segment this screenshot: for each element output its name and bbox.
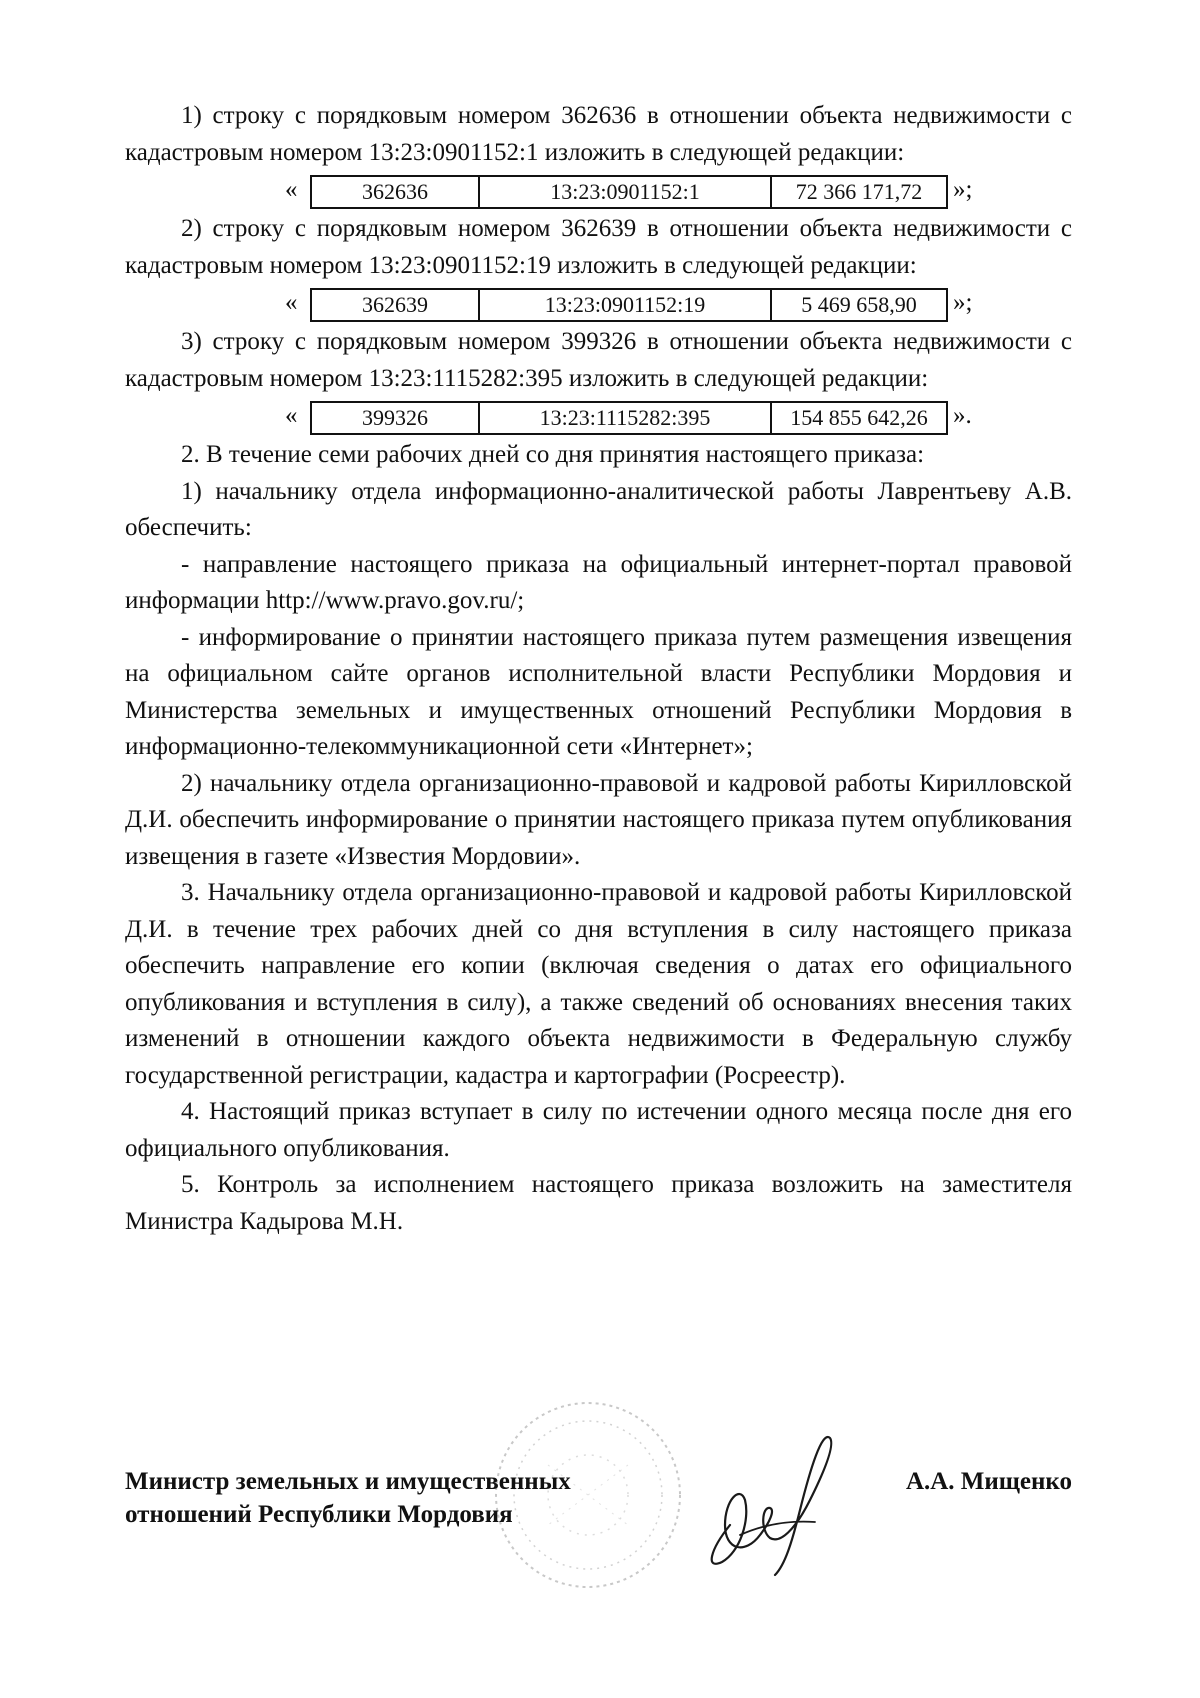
cell-cadastral: 13:23:0901152:1	[479, 176, 771, 208]
paragraph: 4. Настоящий приказ вступает в силу по истечении одного месяца после дня его официального опубликования.	[125, 1098, 1072, 1162]
item-paragraph: 3) строку с порядковым номером 399326 в отношении объекта недвижимости с кадастровым номером 13:23:1115282:395 изложить в следующей редакции:	[125, 328, 1072, 392]
table-line	[125, 285, 1072, 323]
cell-number: 362639	[311, 289, 479, 321]
cell-value: 5 469 658,90	[771, 289, 947, 321]
signature-block	[125, 1465, 1072, 1575]
paragraph: - направление настоящего приказа на официальный интернет-портал правовой информации http://www.pravo.gov.ru/;	[125, 550, 1072, 614]
table-row	[311, 289, 947, 321]
quote-open: «	[285, 289, 298, 316]
item-paragraph: 1) строку с порядковым номером 362636 в отношении объекта недвижимости с кадастровым номером 13:23:0901152:1 изложить в следующей редакции:	[125, 102, 1072, 166]
quote-close: »;	[953, 289, 973, 316]
quote-close: ».	[953, 402, 972, 429]
quote-open: «	[285, 176, 298, 203]
paragraph: 3. Начальнику отдела организационно-правовой и кадровой работы Кирилловской Д.И. в течение трех рабочих дней со дня вступления в силу настоящего приказа обеспечить направление его копии (включая сведения о датах его официального опубликования и вступления в силу), а также сведений об основаниях внесения таких изменений в отношении каждого объекта недвижимости в Федеральную службу государственной регистрации, кадастра и картографии (Росреестр).	[125, 879, 1072, 1089]
cell-cadastral: 13:23:0901152:19	[479, 289, 771, 321]
paragraph: 2. В течение семи рабочих дней со дня принятия настоящего приказа:	[181, 441, 925, 468]
document-body	[125, 98, 1072, 1240]
paragraph: 5. Контроль за исполнением настоящего приказа возложить на заместителя Министра Кадырова М.Н.	[125, 1171, 1072, 1235]
cell-value: 72 366 171,72	[771, 176, 947, 208]
registry-row-table	[310, 288, 948, 322]
paragraph: - информирование о принятии настоящего приказа путем размещения извещения на официальном сайте органов исполнительной власти Республики Мордовия и Министерства земельных и имущественных отношений Республики Мордовия в информационно-телекоммуникационной сети «Интернет»;	[125, 623, 1072, 760]
paragraph: 2) начальнику отдела организационно-правовой и кадровой работы Кирилловской Д.И. обеспечить информирование о принятии настоящего приказа путем опубликования извещения в газете «Известия Мордовии».	[125, 769, 1072, 870]
signatory-position	[125, 1465, 571, 1531]
handwritten-signature-icon	[700, 1430, 860, 1580]
quote-open: «	[285, 402, 298, 429]
position-line: отношений Республики Мордовия	[125, 1501, 513, 1528]
table-line	[125, 172, 1072, 210]
cell-value: 154 855 642,26	[771, 402, 947, 434]
table-row	[311, 176, 947, 208]
signatory-name: А.А. Мищенко	[905, 1468, 1072, 1495]
quote-close: »;	[953, 176, 973, 203]
cell-number: 399326	[311, 402, 479, 434]
position-line: Министр земельных и имущественных	[125, 1468, 571, 1495]
paragraph: 1) начальнику отдела информационно-аналитической работы Лаврентьеву А.В. обеспечить:	[125, 477, 1072, 541]
registry-row-table	[310, 401, 948, 435]
cell-number: 362636	[311, 176, 479, 208]
table-line	[125, 398, 1072, 436]
table-row	[311, 402, 947, 434]
item-paragraph: 2) строку с порядковым номером 362639 в отношении объекта недвижимости с кадастровым номером 13:23:0901152:19 изложить в следующей редакции:	[125, 215, 1072, 279]
registry-row-table	[310, 175, 948, 209]
cell-cadastral: 13:23:1115282:395	[479, 402, 771, 434]
